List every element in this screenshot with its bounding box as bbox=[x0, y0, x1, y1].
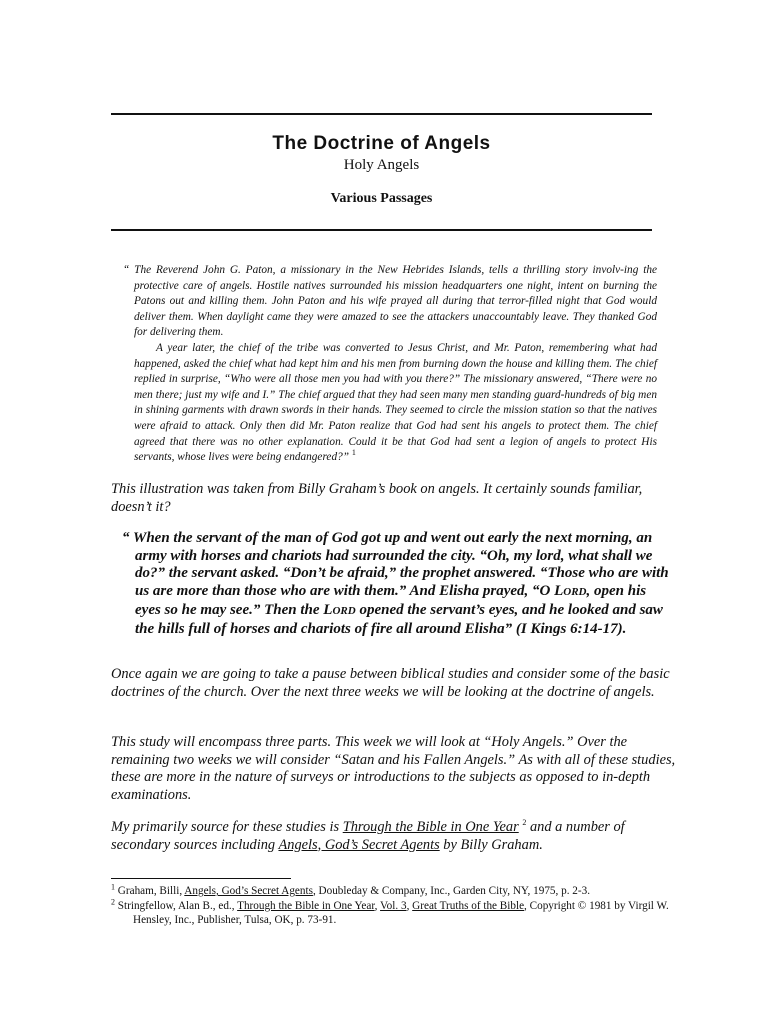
footnote-separator bbox=[111, 878, 291, 879]
footnote-2-book[interactable]: Through the Bible in One Year bbox=[237, 899, 375, 912]
intro-quote-text-2: A year later, the chief of the tribe was converted to Jesus Christ, and Mr. Paton, remembering what had happened, asked the chief what had kept him and his men from burning down the house and killing them. The chief replied in surprise, “Who were all those men you had with you there?” The missionary answered, “There were no men there; just my wife and I.” The chief argued that they had seen many men standing guard-hundreds of big men in shining garments with drawn swords in their hands. They seemed to circle the mission station so that the natives were afraid to attack. Only then did Mr. Paton realize that God had sent his angels to protect them. The chief agreed that there was no other explanation. Could it be that God had sent a legion of angels to protect His servants, whose lives were being endangered?” bbox=[134, 341, 657, 464]
footnote-1 bbox=[111, 884, 671, 899]
top-rule bbox=[111, 113, 652, 115]
footnote-2-post: , Copyright © 1981 by Virgil W. Hensley, Inc., Publisher, Tulsa, OK, p. 73-91. bbox=[133, 899, 669, 927]
footnote-1-number: 1 bbox=[111, 882, 115, 892]
scripture-text-1: When the servant of the man of God got up and went out early the next morning, an army with horses and chariots had surrounded the city. “Oh, my lord, what shall we do?” the servant asked. “Don’t be afraid,” the prophet answered. “Those who are with us are more than those who are with them.” And Elisha prayed, “O L bbox=[132, 530, 669, 600]
header-bottom-rule bbox=[111, 229, 652, 231]
scripture-text-3: opened the servant’s eyes, and he looked and saw the hills full of horses and chariots of fire all around Elisha” (I Kings 6:14-17). bbox=[135, 601, 663, 637]
intro-quote-paragraph-2 bbox=[123, 341, 657, 466]
source-text-pre: My primarily source for these studies is bbox=[111, 819, 343, 835]
source-paragraph bbox=[111, 819, 683, 854]
footnote-2-number: 2 bbox=[111, 896, 115, 906]
footnote-ref-1[interactable]: 1 bbox=[351, 448, 356, 458]
footnote-2-sep2: , bbox=[406, 899, 413, 912]
scripture-open-mark: “ bbox=[122, 530, 130, 546]
footnote-2-volume[interactable]: Vol. 3 bbox=[380, 899, 407, 912]
source-book-link-1[interactable]: Through the Bible in One Year bbox=[342, 819, 519, 835]
section-heading: Various Passages bbox=[330, 191, 433, 206]
intro-quote-text-1: The Reverend John G. Paton, a missionary in the New Hebrides Islands, tells a thrilling story involv-ing the protective care of angels. Hostile natives surrounded his mission headquarters one night, intent on burning the Patons out and killing them. John Paton and his wife prayed all during that terror-filled night that God would deliver them. When daylight came they were amazed to see the attackers unaccountably leave. They thanked God for delivering them. bbox=[134, 264, 657, 339]
source-text-post: by Billy Graham. bbox=[439, 836, 543, 853]
scripture-text-2: , open his eyes so he may see.” Then the L bbox=[135, 583, 647, 618]
scripture-quote bbox=[122, 530, 675, 638]
intro-quote bbox=[123, 263, 657, 466]
small-caps-lord-2: ORD bbox=[332, 604, 356, 617]
parts-paragraph: This study will encompass three parts. This week we will look at “Holy Angels.” Over the remaining two weeks we will consider “Satan and his Fallen Angels.” As with all of these studies, these are more in the nature of surveys or introductions to the subjects as opposed to in-depth examinations. bbox=[111, 734, 676, 803]
small-caps-lord-1: ORD bbox=[563, 586, 587, 599]
footnote-2-series[interactable]: Great Truths of the Bible bbox=[412, 899, 525, 912]
footnote-1-book[interactable]: Angels, God’s Secret Agents bbox=[184, 885, 313, 897]
pause-paragraph: Once again we are going to take a pause between biblical studies and consider some of the basic doctrines of the church. Over the next three weeks we will be looking at the doctrine of angels. bbox=[111, 666, 670, 700]
footnotes bbox=[111, 884, 671, 928]
document-title: The Doctrine of Angels bbox=[272, 133, 491, 154]
footnote-2 bbox=[111, 896, 671, 928]
open-quote-mark: “ bbox=[123, 264, 130, 276]
footnote-ref-2[interactable]: 2 bbox=[522, 818, 527, 828]
footnote-2-sep1: , bbox=[374, 899, 381, 912]
footnote-1-post: , Doubleday & Company, Inc., Garden City, NY, 1975, p. 2-3. bbox=[312, 885, 590, 897]
document-subtitle: Holy Angels bbox=[343, 157, 420, 173]
source-text-mid: and a number of secondary sources including bbox=[111, 819, 625, 853]
footnote-1-pre: Graham, Billi, bbox=[115, 885, 185, 897]
illustration-note: This illustration was taken from Billy Graham’s book on angels. It certainly sounds familiar, doesn’t it? bbox=[111, 481, 643, 515]
footnote-2-pre: Stringfellow, Alan B., ed., bbox=[115, 899, 238, 912]
intro-quote-paragraph-1 bbox=[123, 263, 657, 341]
source-book-link-2[interactable]: Angels, God’s Secret Agents bbox=[278, 836, 440, 853]
